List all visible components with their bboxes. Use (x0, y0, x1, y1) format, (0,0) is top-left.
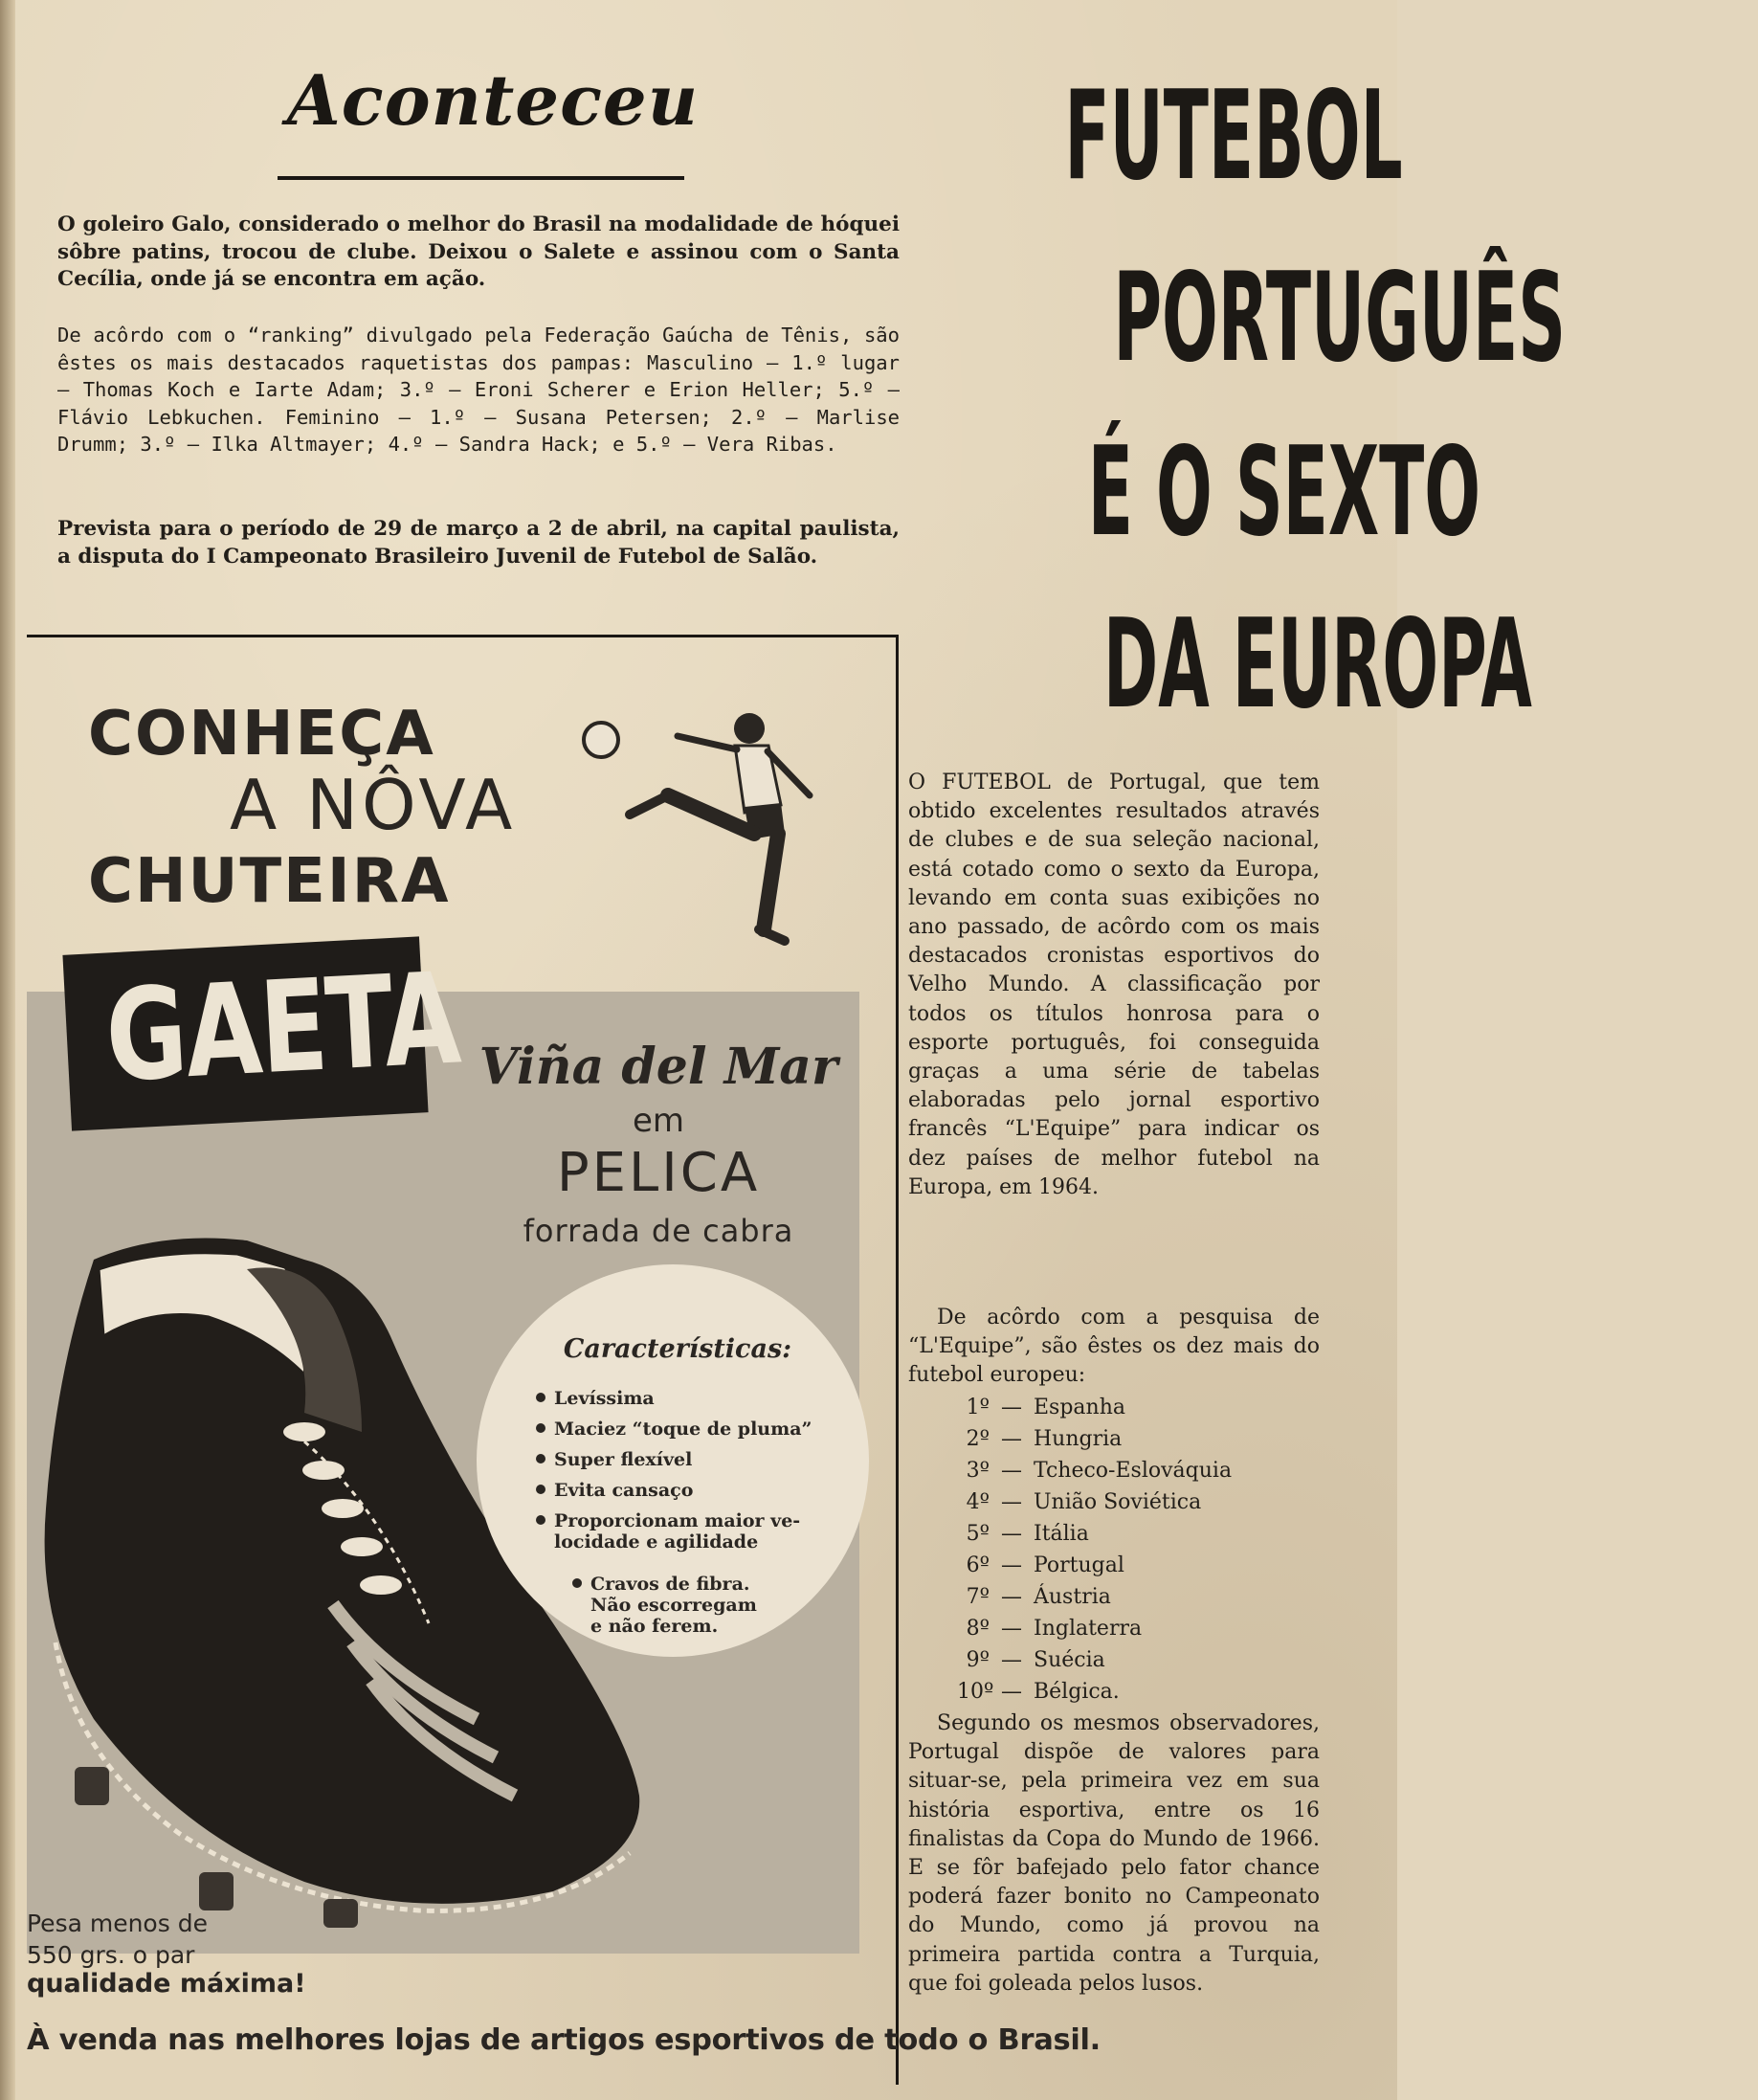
news-item-hockey: O goleiro Galo, considerado o melhor do Brasil na modalidade de hóquei sôbre patins, trocou de clube. Deixou o Salete e assinou com o Santa Cecília, onde já se encontra em ação. (57, 212, 900, 291)
ranking-row: 3º — Tcheco-Eslováquia (966, 1459, 1233, 1483)
ad-headline-line2: A NÔVA (230, 765, 517, 845)
ranking-row: 8º — Inglaterra (966, 1617, 1143, 1641)
soccer-player-illustration (563, 690, 850, 977)
ball-icon (584, 723, 618, 757)
page-spine-shadow (0, 0, 15, 2100)
headline-line1: FUTEBOL (1064, 65, 1403, 208)
headline-line4: DA EUROPA (1102, 593, 1532, 736)
ranking-row: 6º — Portugal (966, 1553, 1124, 1577)
article-intro: O FUTEBOL de Portugal, que tem obtido excelentes resultados através de clubes e de sua seleção nacional, está cotado como o sexto da Europa, levando em conta suas exibições no ano passado, de acôrdo com os mais destacados cronistas esportivos do Velho Mundo. A classificação por todos os títulos honrosa para o esporte português, foi conseguida graças a uma série de tabelas elaboradas pelo jornal esportivo francês “L'Equipe” para indicar os dez países de melhor futebol na Europa, em 1964. (908, 771, 1320, 1199)
model-name: Viña del Mar (478, 1038, 838, 1096)
ranking-row: 7º — Áustria (966, 1585, 1111, 1609)
ad-headline-line1: CONHEÇA (88, 699, 435, 770)
ranking-row: 10º — Bélgica. (957, 1680, 1120, 1704)
feature-item: Maciez “toque de pluma” (536, 1419, 812, 1440)
news-item-tennis: De acôrdo com o “ranking” divulgado pela Federação Gaúcha de Tênis, são êstes os mais destacados raquetistas dos pampas: Masculino — 1.º lugar — Thomas Koch e Iarte Adam; 3.º — Eroni Scherer e Erion Heller; 5.º — Flávio Lebkuchen. Feminino — 1.º — Susana Petersen; 2.º — Marlise Drumm; 3.º — Ilka Altmayer; 4.º — Sandra Hack; e 5.º — Vera Ribas. (57, 324, 900, 456)
brand-logo-box (62, 936, 463, 1130)
ranking-row: 2º — Hungria (966, 1427, 1123, 1451)
ad-headline-line3: CHUTEIRA (88, 846, 451, 917)
cleats-note: Cravos de fibra. Não escorregam e não ferem. (572, 1574, 757, 1637)
brand-logo: GAETA (101, 945, 463, 1111)
feature-item: Super flexível (536, 1449, 692, 1470)
quality-slogan: qualidade máxima! (27, 1969, 306, 1999)
model-em: em (632, 1102, 685, 1140)
ranking-row: 5º — Itália (966, 1522, 1089, 1546)
ranking-row: 9º — Suécia (966, 1648, 1105, 1672)
lining-text: forrada de cabra (523, 1213, 794, 1249)
article-lead: De acôrdo com a pesquisa de “L'Equipe”, são êstes os dez mais do futebol europeu: (908, 1306, 1320, 1388)
material-name: PELICA (556, 1142, 761, 1204)
article-closing: Segundo os mesmos observadores, Portugal dispõe de valores para situar-se, pela primeira vez em sua história esportiva, entre os 16 finalistas da Copa do Mundo de 1966. E se fôr bafejado pelo fator chance poderá fazer bonito no Campeonato do Mundo, como já provou na primeira partida contra a Turquia, que foi goleada pelos lusos. (908, 1711, 1320, 1996)
ranking-row: 4º — União Soviética (966, 1490, 1202, 1514)
heading-underline (278, 176, 684, 180)
feature-item: Levíssima (536, 1388, 655, 1409)
weight-note: Pesa menos de 550 grs. o par (27, 1910, 208, 1969)
headline-line2: PORTUGUÊS (1113, 247, 1566, 390)
section-heading: Aconteceu (286, 59, 700, 141)
news-item-futsal: Prevista para o período de 29 de março a 2 de abril, na capital paulista, a disputa do I Campeonato Brasileiro Juvenil de Futebol de Salão. (57, 517, 900, 569)
headline-line3: É O SEXTO (1087, 421, 1481, 564)
ad-footer: À venda nas melhores lojas de artigos esportivos de todo o Brasil. (27, 2023, 1101, 2057)
feature-item: Proporcionam maior ve- locidade e agilidade (536, 1510, 800, 1553)
features-title: Características: (563, 1334, 792, 1364)
ranking-row: 1º — Espanha (966, 1396, 1126, 1419)
feature-item: Evita cansaço (536, 1480, 693, 1501)
